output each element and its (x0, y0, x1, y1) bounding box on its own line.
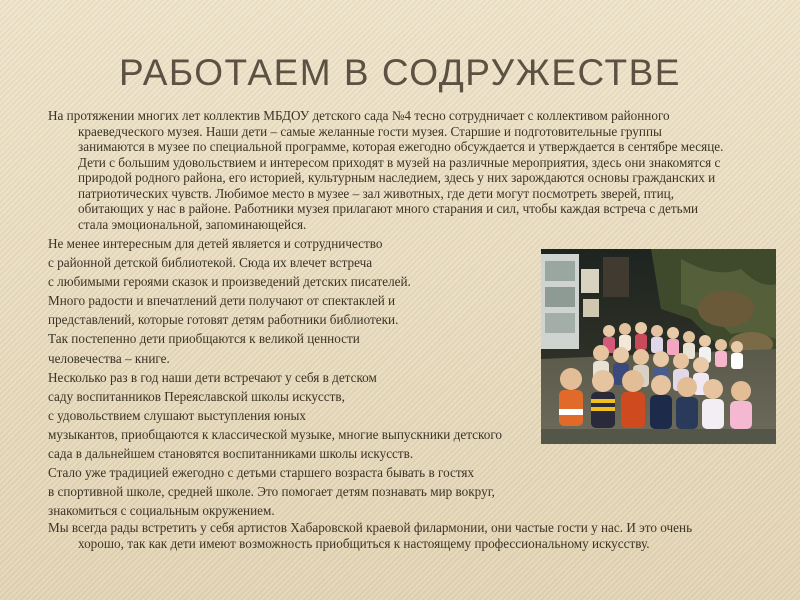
slide-title: РАБОТАЕМ В СОДРУЖЕСТВЕ (119, 52, 681, 93)
paragraph-museum: На протяжении многих лет коллектив МБДОУ детского сада №4 тесно сотрудничает с коллективом районного краеведческого музея. Наши дети – самые желанные гости музея. Старшие и подготовительные группы занимаются в музее по специальной программе, которая ежегодно обсуждается и утверждается в сентябре месяце. Дети с большим удовольствием и интересом приходят в музей на различные мероприятия, здесь они знакомятся с природой родного района, его историей, культурным наследием, здесь у них зарождаются основы гражданских и патриотических чувств. Любимое место в музее – зал животных, где дети могут посмотреть зверей, птиц, обитающих у нас в районе. Работники музея прилагают много старания и сил, чтобы каждая встреча с детьми стала эмоциональной, запоминающейся. (48, 108, 724, 232)
text-line: Не менее интересным для детей является и сотрудничество (48, 236, 383, 251)
text-line: Стало уже традицией ежегодно с детьми старшего возраста бывать в гостях (48, 465, 475, 481)
text-line: человечества – книге. (48, 350, 170, 366)
text-line: в спортивной школе, средней школе. Это помогает детям познавать мир вокруг, (48, 484, 495, 500)
text-line: представлений, которые готовят детям работники библиотеки. (48, 312, 399, 328)
text-line: Так постепенно дети приобщаются к великой ценности (48, 331, 360, 347)
museum-photo (541, 249, 776, 444)
text-line: Много радости и впечатлений дети получают от спектаклей и (48, 293, 396, 309)
text-line: Несколько раз в год наши дети встречают у себя в детском (48, 369, 377, 385)
text-line: сада в дальнейшем становятся воспитанниками школы искусств. (48, 446, 414, 462)
text-line: знакомиться с социальным окружением. (48, 503, 275, 519)
text-line: с районной детской библиотекой. Сюда их влечет встреча (48, 255, 373, 271)
paragraph-philharmonic: Мы всегда рады встретить у себя артистов Хабаровской краевой филармонии, они частые гости у нас. И это очень хорошо, так как дети имеют возможность приобщиться к настоящему профессиональному искусству. (48, 520, 693, 551)
text-line: с удовольствием слушают выступления юных (48, 407, 306, 423)
museum-photo-image (541, 249, 776, 444)
text-line: музыкантов, приобщаются к классической музыке, многие выпускники детского (48, 426, 502, 442)
text-line: с любимыми героями сказок и произведений детских писателей. (48, 274, 411, 290)
text-line: саду воспитанников Переяславской школы искусств, (48, 388, 345, 404)
